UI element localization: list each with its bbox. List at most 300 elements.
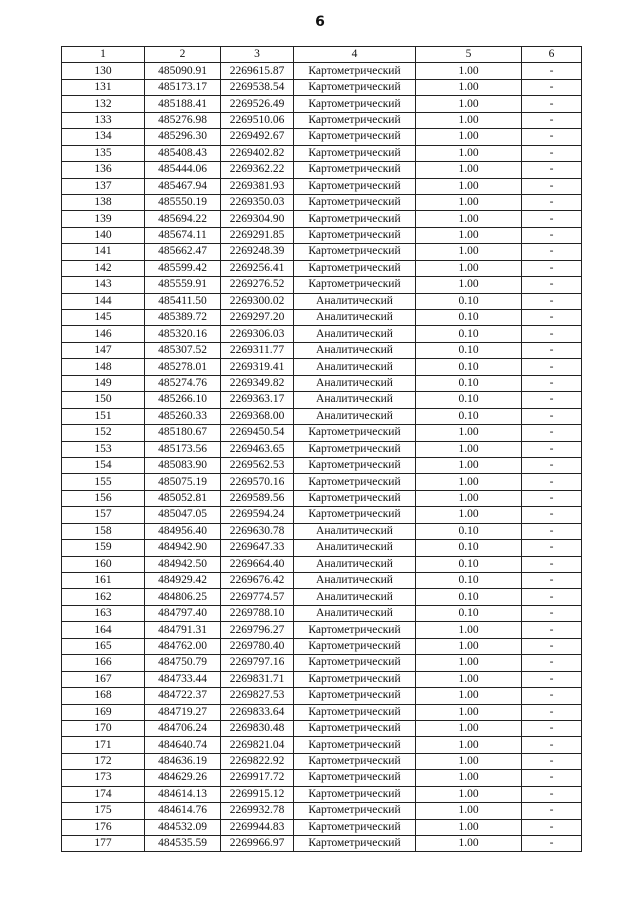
y-coordinate-cell: 2269966.97 (221, 836, 294, 852)
method-cell: Картометрический (294, 260, 416, 276)
method-cell: Картометрический (294, 457, 416, 473)
y-coordinate-cell: 2269538.54 (221, 79, 294, 95)
y-coordinate-cell: 2269311.77 (221, 342, 294, 358)
accuracy-cell: 1.00 (416, 819, 522, 835)
method-cell: Картометрический (294, 79, 416, 95)
description-cell: - (522, 96, 582, 112)
accuracy-cell: 1.00 (416, 737, 522, 753)
point-number-cell: 155 (62, 474, 145, 490)
table-row (62, 540, 582, 556)
point-number-cell: 169 (62, 704, 145, 720)
description-cell: - (522, 819, 582, 835)
accuracy-cell: 1.00 (416, 260, 522, 276)
point-number-cell: 165 (62, 638, 145, 654)
point-number-cell: 173 (62, 770, 145, 786)
description-cell: - (522, 655, 582, 671)
point-number-cell: 170 (62, 720, 145, 736)
y-coordinate-cell: 2269589.56 (221, 490, 294, 506)
y-coordinate-cell: 2269831.71 (221, 671, 294, 687)
y-coordinate-cell: 2269319.41 (221, 359, 294, 375)
table-body (62, 63, 582, 852)
coordinates-table (61, 46, 582, 852)
method-cell: Аналитический (294, 556, 416, 572)
accuracy-cell: 1.00 (416, 474, 522, 490)
description-cell: - (522, 540, 582, 556)
x-coordinate-cell: 485408.43 (145, 145, 221, 161)
table-row (62, 770, 582, 786)
accuracy-cell: 1.00 (416, 129, 522, 145)
x-coordinate-cell: 484733.44 (145, 671, 221, 687)
accuracy-cell: 1.00 (416, 507, 522, 523)
accuracy-cell: 0.10 (416, 310, 522, 326)
description-cell: - (522, 441, 582, 457)
method-cell: Картометрический (294, 145, 416, 161)
method-cell: Аналитический (294, 392, 416, 408)
y-coordinate-cell: 2269256.41 (221, 260, 294, 276)
y-coordinate-cell: 2269797.16 (221, 655, 294, 671)
table-row (62, 162, 582, 178)
y-coordinate-cell: 2269822.92 (221, 753, 294, 769)
header-cell-6: 6 (522, 47, 582, 63)
accuracy-cell: 1.00 (416, 655, 522, 671)
x-coordinate-cell: 485411.50 (145, 293, 221, 309)
description-cell: - (522, 704, 582, 720)
point-number-cell: 176 (62, 819, 145, 835)
x-coordinate-cell: 485180.67 (145, 425, 221, 441)
method-cell: Картометрический (294, 655, 416, 671)
accuracy-cell: 1.00 (416, 211, 522, 227)
accuracy-cell: 0.10 (416, 293, 522, 309)
table-row (62, 129, 582, 145)
description-cell: - (522, 753, 582, 769)
header-cell-4: 4 (294, 47, 416, 63)
method-cell: Картометрический (294, 786, 416, 802)
description-cell: - (522, 770, 582, 786)
x-coordinate-cell: 485296.30 (145, 129, 221, 145)
point-number-cell: 131 (62, 79, 145, 95)
table-row (62, 671, 582, 687)
point-number-cell: 141 (62, 244, 145, 260)
point-number-cell: 164 (62, 622, 145, 638)
table-row (62, 490, 582, 506)
description-cell: - (522, 786, 582, 802)
point-number-cell: 160 (62, 556, 145, 572)
x-coordinate-cell: 485694.22 (145, 211, 221, 227)
accuracy-cell: 1.00 (416, 770, 522, 786)
x-coordinate-cell: 485320.16 (145, 326, 221, 342)
method-cell: Картометрический (294, 819, 416, 835)
method-cell: Аналитический (294, 326, 416, 342)
description-cell: - (522, 112, 582, 128)
method-cell: Аналитический (294, 589, 416, 605)
y-coordinate-cell: 2269830.48 (221, 720, 294, 736)
point-number-cell: 148 (62, 359, 145, 375)
accuracy-cell: 0.10 (416, 556, 522, 572)
header-cell-5: 5 (416, 47, 522, 63)
point-number-cell: 132 (62, 96, 145, 112)
point-number-cell: 177 (62, 836, 145, 852)
method-cell: Картометрический (294, 753, 416, 769)
method-cell: Аналитический (294, 293, 416, 309)
description-cell: - (522, 342, 582, 358)
method-cell: Картометрический (294, 688, 416, 704)
point-number-cell: 161 (62, 573, 145, 589)
y-coordinate-cell: 2269570.16 (221, 474, 294, 490)
table-row (62, 573, 582, 589)
y-coordinate-cell: 2269450.54 (221, 425, 294, 441)
table-row (62, 211, 582, 227)
y-coordinate-cell: 2269944.83 (221, 819, 294, 835)
x-coordinate-cell: 484806.25 (145, 589, 221, 605)
point-number-cell: 144 (62, 293, 145, 309)
table-row (62, 638, 582, 654)
x-coordinate-cell: 485444.06 (145, 162, 221, 178)
table-row (62, 737, 582, 753)
x-coordinate-cell: 484750.79 (145, 655, 221, 671)
description-cell: - (522, 145, 582, 161)
point-number-cell: 157 (62, 507, 145, 523)
x-coordinate-cell: 485278.01 (145, 359, 221, 375)
point-number-cell: 158 (62, 523, 145, 539)
description-cell: - (522, 589, 582, 605)
description-cell: - (522, 178, 582, 194)
table-row (62, 194, 582, 210)
y-coordinate-cell: 2269615.87 (221, 63, 294, 79)
description-cell: - (522, 63, 582, 79)
x-coordinate-cell: 484636.19 (145, 753, 221, 769)
accuracy-cell: 1.00 (416, 803, 522, 819)
description-cell: - (522, 162, 582, 178)
header-cell-1: 1 (62, 47, 145, 63)
description-cell: - (522, 194, 582, 210)
accuracy-cell: 1.00 (416, 425, 522, 441)
y-coordinate-cell: 2269362.22 (221, 162, 294, 178)
point-number-cell: 174 (62, 786, 145, 802)
table-row (62, 326, 582, 342)
accuracy-cell: 1.00 (416, 145, 522, 161)
x-coordinate-cell: 484791.31 (145, 622, 221, 638)
description-cell: - (522, 79, 582, 95)
table-row (62, 688, 582, 704)
x-coordinate-cell: 485266.10 (145, 392, 221, 408)
accuracy-cell: 1.00 (416, 704, 522, 720)
table-row (62, 425, 582, 441)
description-cell: - (522, 573, 582, 589)
point-number-cell: 171 (62, 737, 145, 753)
x-coordinate-cell: 484762.00 (145, 638, 221, 654)
description-cell: - (522, 803, 582, 819)
accuracy-cell: 1.00 (416, 96, 522, 112)
x-coordinate-cell: 485173.56 (145, 441, 221, 457)
x-coordinate-cell: 485083.90 (145, 457, 221, 473)
accuracy-cell: 1.00 (416, 457, 522, 473)
description-cell: - (522, 457, 582, 473)
x-coordinate-cell: 485389.72 (145, 310, 221, 326)
y-coordinate-cell: 2269833.64 (221, 704, 294, 720)
y-coordinate-cell: 2269796.27 (221, 622, 294, 638)
method-cell: Картометрический (294, 441, 416, 457)
description-cell: - (522, 392, 582, 408)
point-number-cell: 136 (62, 162, 145, 178)
point-number-cell: 163 (62, 605, 145, 621)
point-number-cell: 145 (62, 310, 145, 326)
method-cell: Картометрический (294, 277, 416, 293)
accuracy-cell: 1.00 (416, 622, 522, 638)
table-row (62, 457, 582, 473)
x-coordinate-cell: 484722.37 (145, 688, 221, 704)
accuracy-cell: 1.00 (416, 244, 522, 260)
description-cell: - (522, 836, 582, 852)
header-cell-3: 3 (221, 47, 294, 63)
y-coordinate-cell: 2269917.72 (221, 770, 294, 786)
point-number-cell: 172 (62, 753, 145, 769)
accuracy-cell: 1.00 (416, 162, 522, 178)
x-coordinate-cell: 484535.59 (145, 836, 221, 852)
point-number-cell: 133 (62, 112, 145, 128)
y-coordinate-cell: 2269492.67 (221, 129, 294, 145)
x-coordinate-cell: 485674.11 (145, 227, 221, 243)
method-cell: Картометрический (294, 162, 416, 178)
method-cell: Картометрический (294, 178, 416, 194)
table-row (62, 244, 582, 260)
accuracy-cell: 0.10 (416, 392, 522, 408)
accuracy-cell: 1.00 (416, 490, 522, 506)
method-cell: Аналитический (294, 523, 416, 539)
point-number-cell: 151 (62, 408, 145, 424)
y-coordinate-cell: 2269304.90 (221, 211, 294, 227)
point-number-cell: 166 (62, 655, 145, 671)
accuracy-cell: 0.10 (416, 523, 522, 539)
accuracy-cell: 0.10 (416, 408, 522, 424)
x-coordinate-cell: 485260.33 (145, 408, 221, 424)
x-coordinate-cell: 485274.76 (145, 375, 221, 391)
x-coordinate-cell: 485307.52 (145, 342, 221, 358)
table-row (62, 655, 582, 671)
table-row (62, 441, 582, 457)
table-row (62, 227, 582, 243)
y-coordinate-cell: 2269647.33 (221, 540, 294, 556)
table-row (62, 359, 582, 375)
accuracy-cell: 1.00 (416, 112, 522, 128)
table-row (62, 145, 582, 161)
table-row (62, 474, 582, 490)
accuracy-cell: 1.00 (416, 671, 522, 687)
y-coordinate-cell: 2269510.06 (221, 112, 294, 128)
y-coordinate-cell: 2269349.82 (221, 375, 294, 391)
method-cell: Картометрический (294, 112, 416, 128)
y-coordinate-cell: 2269381.93 (221, 178, 294, 194)
method-cell: Картометрический (294, 96, 416, 112)
table-row (62, 408, 582, 424)
accuracy-cell: 1.00 (416, 277, 522, 293)
accuracy-cell: 0.10 (416, 605, 522, 621)
description-cell: - (522, 474, 582, 490)
table-row (62, 819, 582, 835)
x-coordinate-cell: 485075.19 (145, 474, 221, 490)
x-coordinate-cell: 485188.41 (145, 96, 221, 112)
method-cell: Картометрический (294, 129, 416, 145)
table-row (62, 293, 582, 309)
point-number-cell: 140 (62, 227, 145, 243)
x-coordinate-cell: 485090.91 (145, 63, 221, 79)
x-coordinate-cell: 484629.26 (145, 770, 221, 786)
point-number-cell: 167 (62, 671, 145, 687)
x-coordinate-cell: 485599.42 (145, 260, 221, 276)
accuracy-cell: 1.00 (416, 720, 522, 736)
accuracy-cell: 0.10 (416, 342, 522, 358)
y-coordinate-cell: 2269821.04 (221, 737, 294, 753)
accuracy-cell: 0.10 (416, 589, 522, 605)
description-cell: - (522, 556, 582, 572)
accuracy-cell: 1.00 (416, 63, 522, 79)
method-cell: Картометрический (294, 737, 416, 753)
description-cell: - (522, 671, 582, 687)
method-cell: Картометрический (294, 474, 416, 490)
description-cell: - (522, 227, 582, 243)
point-number-cell: 143 (62, 277, 145, 293)
description-cell: - (522, 375, 582, 391)
point-number-cell: 130 (62, 63, 145, 79)
method-cell: Картометрический (294, 720, 416, 736)
description-cell: - (522, 605, 582, 621)
accuracy-cell: 1.00 (416, 79, 522, 95)
method-cell: Картометрический (294, 638, 416, 654)
description-cell: - (522, 326, 582, 342)
method-cell: Картометрический (294, 770, 416, 786)
y-coordinate-cell: 2269594.24 (221, 507, 294, 523)
x-coordinate-cell: 485173.17 (145, 79, 221, 95)
description-cell: - (522, 737, 582, 753)
y-coordinate-cell: 2269350.03 (221, 194, 294, 210)
method-cell: Аналитический (294, 342, 416, 358)
y-coordinate-cell: 2269932.78 (221, 803, 294, 819)
table-row (62, 803, 582, 819)
point-number-cell: 149 (62, 375, 145, 391)
table-row (62, 753, 582, 769)
y-coordinate-cell: 2269827.53 (221, 688, 294, 704)
table-header-row (62, 47, 582, 63)
accuracy-cell: 1.00 (416, 178, 522, 194)
method-cell: Картометрический (294, 425, 416, 441)
x-coordinate-cell: 484929.42 (145, 573, 221, 589)
description-cell: - (522, 260, 582, 276)
y-coordinate-cell: 2269915.12 (221, 786, 294, 802)
x-coordinate-cell: 485047.05 (145, 507, 221, 523)
table-row (62, 523, 582, 539)
method-cell: Аналитический (294, 408, 416, 424)
method-cell: Картометрический (294, 507, 416, 523)
description-cell: - (522, 688, 582, 704)
x-coordinate-cell: 484706.24 (145, 720, 221, 736)
x-coordinate-cell: 485276.98 (145, 112, 221, 128)
method-cell: Картометрический (294, 704, 416, 720)
x-coordinate-cell: 485559.91 (145, 277, 221, 293)
accuracy-cell: 0.10 (416, 540, 522, 556)
method-cell: Картометрический (294, 671, 416, 687)
y-coordinate-cell: 2269664.40 (221, 556, 294, 572)
point-number-cell: 159 (62, 540, 145, 556)
y-coordinate-cell: 2269562.53 (221, 457, 294, 473)
method-cell: Аналитический (294, 375, 416, 391)
table-row (62, 178, 582, 194)
method-cell: Картометрический (294, 244, 416, 260)
method-cell: Аналитический (294, 359, 416, 375)
table-row (62, 786, 582, 802)
table-row (62, 720, 582, 736)
table-row (62, 342, 582, 358)
description-cell: - (522, 425, 582, 441)
method-cell: Аналитический (294, 573, 416, 589)
point-number-cell: 162 (62, 589, 145, 605)
y-coordinate-cell: 2269363.17 (221, 392, 294, 408)
method-cell: Картометрический (294, 803, 416, 819)
table-row (62, 79, 582, 95)
table-row (62, 392, 582, 408)
point-number-cell: 175 (62, 803, 145, 819)
table-row (62, 836, 582, 852)
accuracy-cell: 1.00 (416, 227, 522, 243)
point-number-cell: 156 (62, 490, 145, 506)
method-cell: Картометрический (294, 194, 416, 210)
method-cell: Аналитический (294, 605, 416, 621)
description-cell: - (522, 408, 582, 424)
point-number-cell: 153 (62, 441, 145, 457)
accuracy-cell: 1.00 (416, 194, 522, 210)
point-number-cell: 146 (62, 326, 145, 342)
description-cell: - (522, 244, 582, 260)
header-cell-2: 2 (145, 47, 221, 63)
point-number-cell: 135 (62, 145, 145, 161)
y-coordinate-cell: 2269297.20 (221, 310, 294, 326)
y-coordinate-cell: 2269402.82 (221, 145, 294, 161)
method-cell: Аналитический (294, 540, 416, 556)
point-number-cell: 134 (62, 129, 145, 145)
x-coordinate-cell: 484956.40 (145, 523, 221, 539)
accuracy-cell: 0.10 (416, 375, 522, 391)
x-coordinate-cell: 485550.19 (145, 194, 221, 210)
y-coordinate-cell: 2269248.39 (221, 244, 294, 260)
table-row (62, 375, 582, 391)
accuracy-cell: 1.00 (416, 638, 522, 654)
table-row (62, 556, 582, 572)
accuracy-cell: 1.00 (416, 753, 522, 769)
x-coordinate-cell: 484614.13 (145, 786, 221, 802)
y-coordinate-cell: 2269300.02 (221, 293, 294, 309)
table-row (62, 310, 582, 326)
method-cell: Картометрический (294, 211, 416, 227)
point-number-cell: 152 (62, 425, 145, 441)
table-row (62, 507, 582, 523)
table-row (62, 112, 582, 128)
y-coordinate-cell: 2269780.40 (221, 638, 294, 654)
x-coordinate-cell: 484614.76 (145, 803, 221, 819)
point-number-cell: 138 (62, 194, 145, 210)
accuracy-cell: 1.00 (416, 688, 522, 704)
table-row (62, 704, 582, 720)
description-cell: - (522, 507, 582, 523)
table-row (62, 605, 582, 621)
accuracy-cell: 1.00 (416, 836, 522, 852)
method-cell: Картометрический (294, 490, 416, 506)
accuracy-cell: 0.10 (416, 326, 522, 342)
table-row (62, 622, 582, 638)
description-cell: - (522, 720, 582, 736)
description-cell: - (522, 523, 582, 539)
description-cell: - (522, 622, 582, 638)
x-coordinate-cell: 484797.40 (145, 605, 221, 621)
x-coordinate-cell: 485052.81 (145, 490, 221, 506)
x-coordinate-cell: 484942.90 (145, 540, 221, 556)
